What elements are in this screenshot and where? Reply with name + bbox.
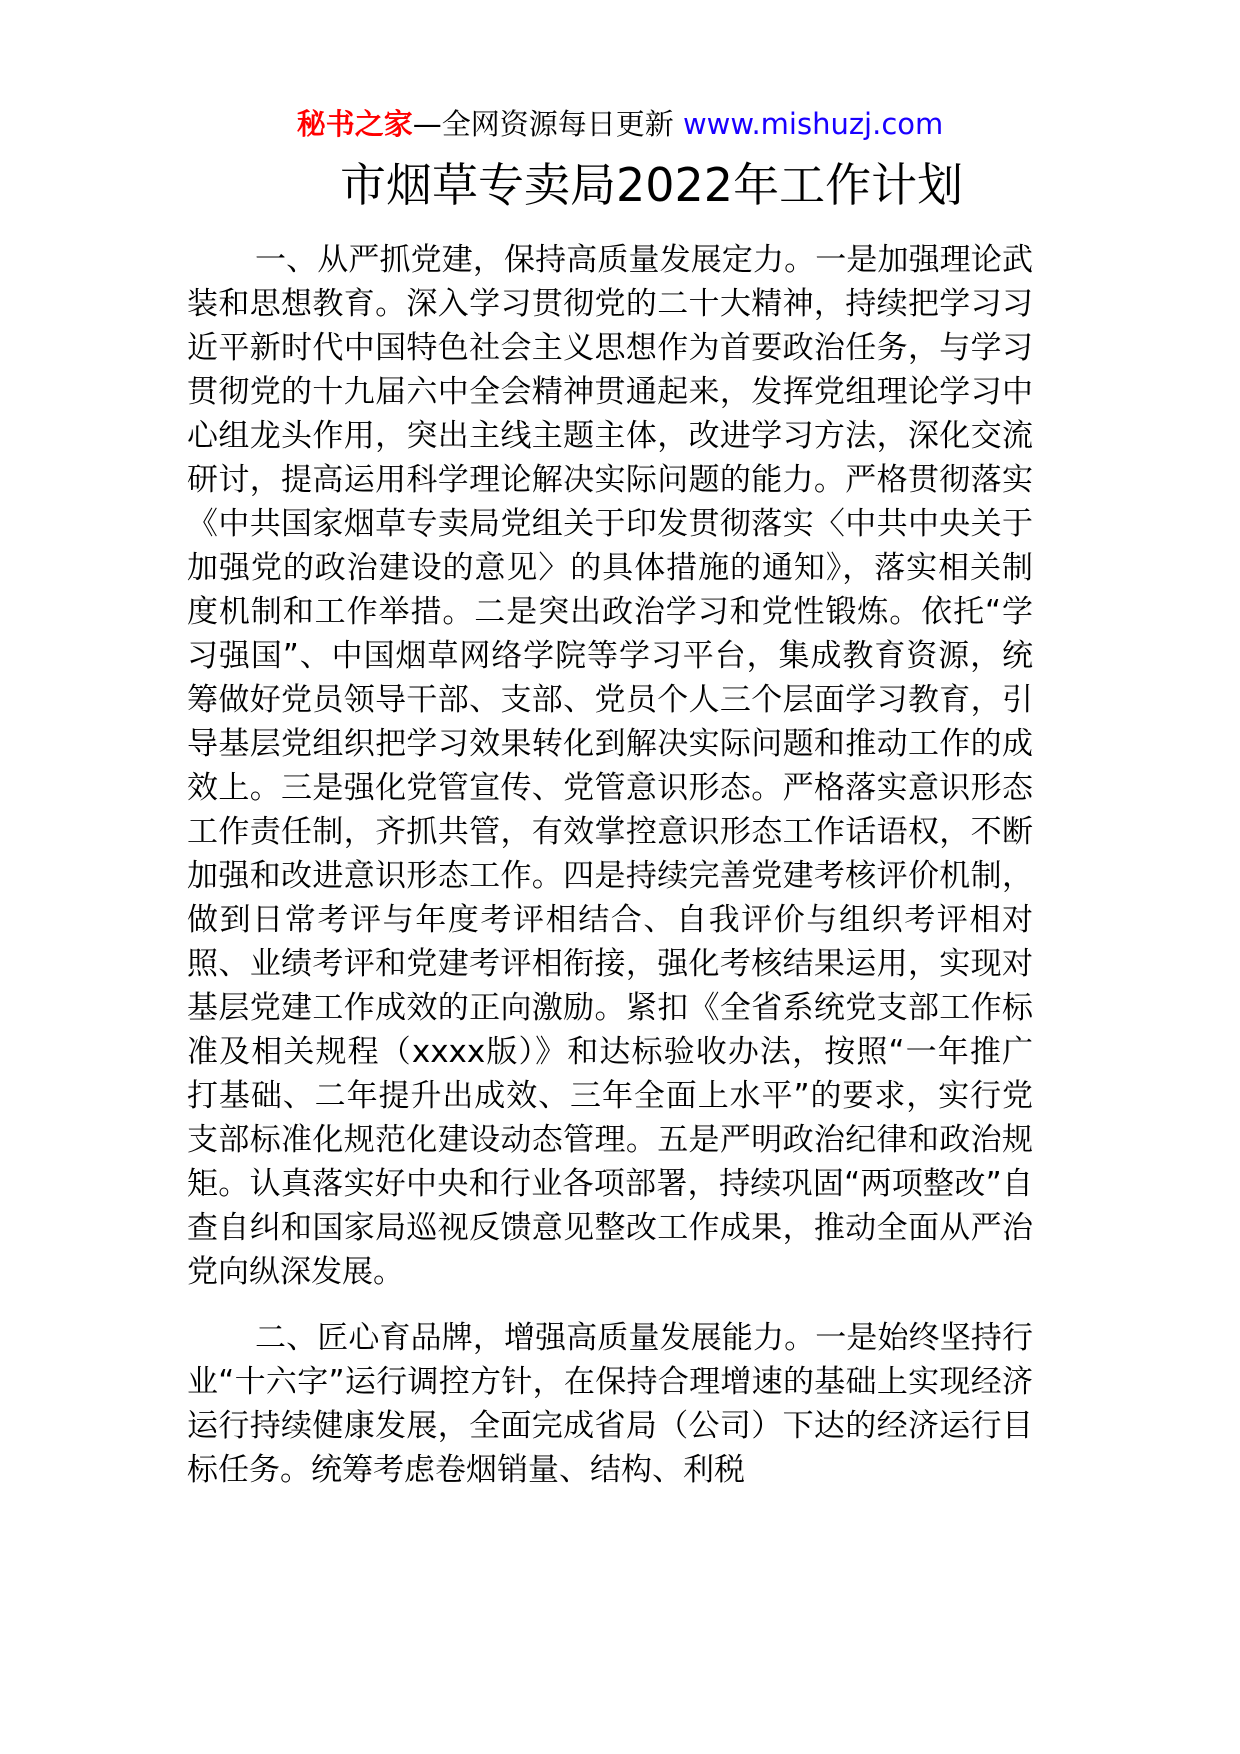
site-banner [0, 104, 1240, 144]
document-title: 市烟草专卖局2022年工作计划 [340, 158, 964, 212]
banner-tagline: —全网资源每日更新 [412, 107, 683, 141]
site-url-link[interactable]: www.mishuzj.com [682, 107, 944, 141]
paragraph-1: 一、从严抓党建，保持高质量发展定力。一是加强理论武装和思想教育。深入学习贯彻党的二十大精神，持续把学习习近平新时代中国特色社会主义思想作为首要政治任务，与学习贯彻党的十九届六中全会精神贯通起来，发挥党组理论学习中心组龙头作用，突出主线主题主体，改进学习方法，深化交流研讨，提高运用科学理论解决实际问题的能力。严格贯彻落实《中共国家烟草专卖局党组关于印发贯彻落实〈中共中央关于加强党的政治建设的意见〉的具体措施的通知》，落实相关制度机制和工作举措。二是突出政治学习和党性锻炼。依托“学习强国”、中国烟草网络学院等学习平台，集成教育资源，统筹做好党员领导干部、支部、党员个人三个层面学习教育，引导基层党组织把学习效果转化到解决实际问题和推动工作的成效上。三是强化党管宣传、党管意识形态。严格落实意识形态工作责任制，齐抓共管，有效掌控意识形态工作话语权，不断加强和改进意识形态工作。四是持续完善党建考核评价机制，做到日常考评与年度考评相结合、自我评价与组织考评相对照、业绩考评和党建考评相衔接，强化考核结果运用，实现对基层党建工作成效的正向激励。紧扣《全省系统党支部工作标准及相关规程（xxxx版）》和达标验收办法，按照“一年推广打基础、二年提升出成效、三年全面上水平”的要求，实行党支部标准化规范化建设动态管理。五是严明政治纪律和政治规矩。认真落实好中央和行业各项部署，持续巩固“两项整改”自查自纠和国家局巡视反馈意见整改工作成果，推动全面从严治党向纵深发展。 [187, 242, 1033, 1290]
brand-name: 秘书之家 [296, 107, 413, 141]
paragraph-2: 二、匠心育品牌，增强高质量发展能力。一是始终坚持行业“十六字”运行调控方针，在保持合理增速的基础上实现经济运行持续健康发展，全面完成省局（公司）下达的经济运行目标任务。统筹考虑卷烟销量、结构、利税 [187, 1320, 1033, 1488]
document-body [187, 238, 1033, 1514]
